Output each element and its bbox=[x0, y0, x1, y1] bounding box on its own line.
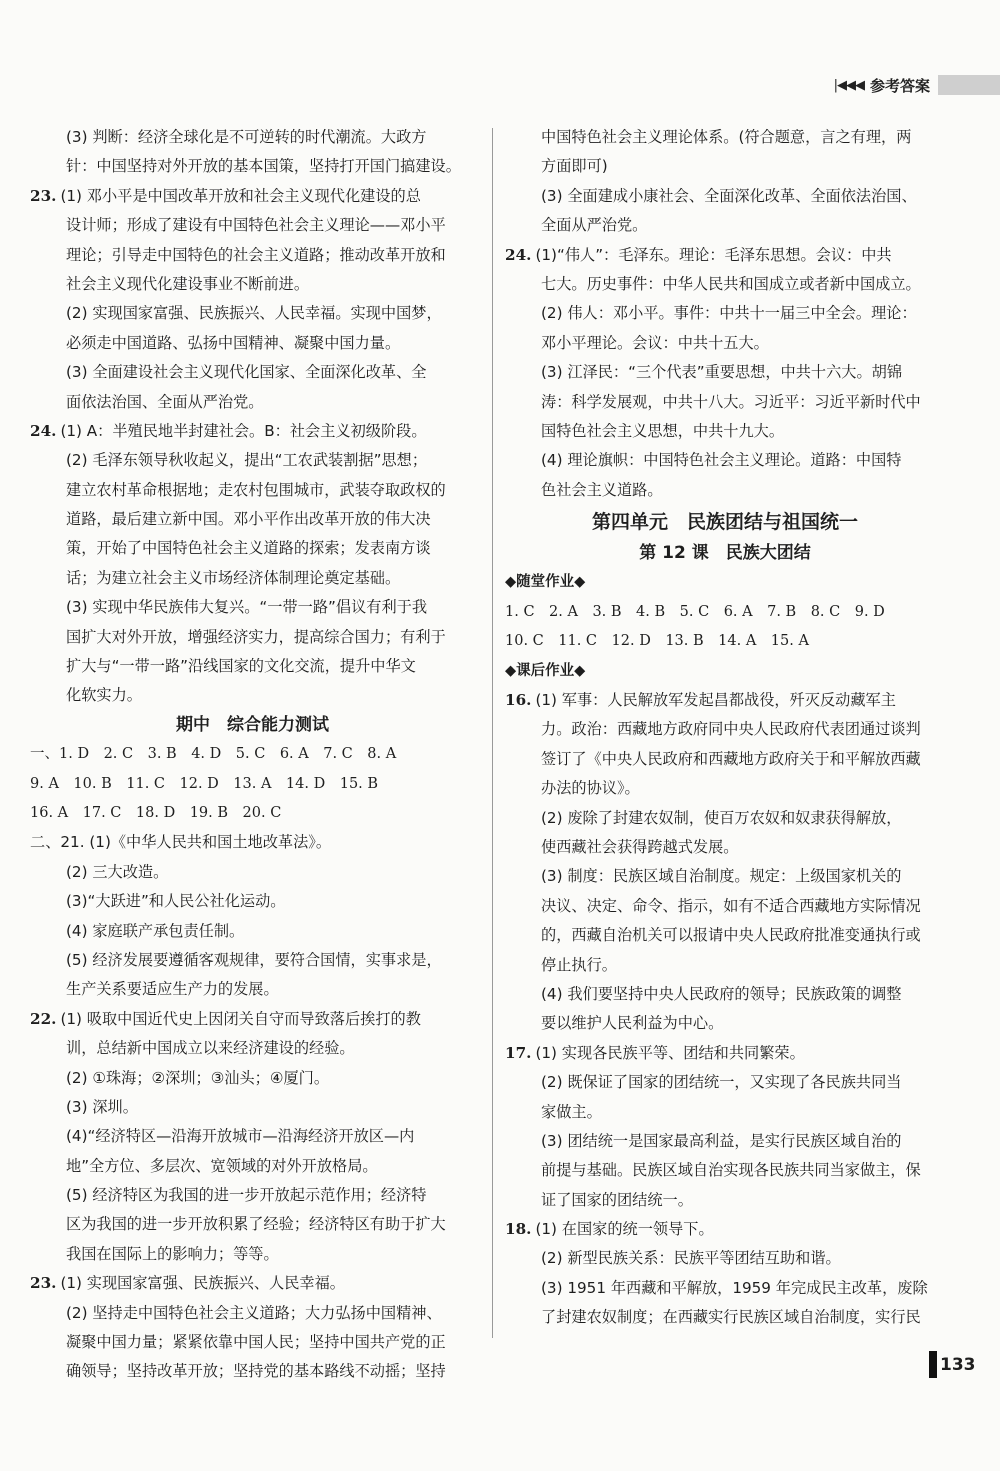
text-line bbox=[30, 417, 475, 446]
text-line bbox=[30, 564, 475, 593]
line-text: 我国在国际上的影响力；等等。 bbox=[66, 1244, 279, 1263]
text-line bbox=[30, 1240, 475, 1269]
text-line bbox=[30, 1357, 475, 1386]
question-number: 16. bbox=[505, 691, 532, 710]
line-text: 色社会主义道路。 bbox=[541, 480, 663, 499]
text-line bbox=[30, 1299, 475, 1328]
text-line bbox=[30, 975, 475, 1004]
line-text: 理论；引导走中国特色的社会主义道路；推动改革开放和 bbox=[66, 245, 446, 264]
line-text: (4) 理论旗帜：中国特色社会主义理论。道路：中国特 bbox=[541, 451, 902, 470]
line-text: (5) 经济发展要遵循客观规律，要符合国情，实事求是， bbox=[66, 950, 442, 969]
line-text: (2) 伟人：邓小平。事件：中共十一届三中全会。理论： bbox=[541, 304, 917, 323]
text-line bbox=[505, 1303, 945, 1332]
text-line bbox=[505, 270, 945, 299]
text-line bbox=[505, 211, 945, 240]
text-line bbox=[30, 505, 475, 534]
header-bar bbox=[938, 75, 1000, 95]
text-line bbox=[505, 627, 945, 656]
line-text: 涛：科学发展观，中共十八大。习近平：习近平新时代中 bbox=[541, 392, 921, 411]
text-line bbox=[505, 505, 945, 539]
text-line bbox=[30, 770, 475, 799]
text-line bbox=[505, 1068, 945, 1097]
question-number: 23. bbox=[30, 1274, 57, 1293]
text-line bbox=[30, 1328, 475, 1357]
header-title: 参考答案 bbox=[869, 76, 930, 95]
line-text: 16. A 17. C 18. D 19. B 20. C bbox=[30, 804, 282, 821]
line-text: (3)“大跃进”和人民公社化运动。 bbox=[66, 892, 286, 911]
text-line bbox=[505, 1009, 945, 1038]
line-text: 要以维护人民利益为中心。 bbox=[541, 1014, 724, 1033]
line-text: 社会主义现代化建设事业不断前进。 bbox=[66, 274, 309, 293]
line-text: 策，开始了中国特色社会主义道路的探索；发表南方谈 bbox=[66, 539, 431, 558]
line-text: (2) 毛泽东领导秋收起义，提出“工农武装割据”思想； bbox=[66, 451, 428, 470]
line-text: 第 12 课 民族大团结 bbox=[639, 543, 811, 564]
line-text: 使西藏社会获得跨越式发展。 bbox=[541, 837, 739, 856]
question-number: 24. bbox=[505, 245, 532, 264]
line-text: (2) ①珠海；②深圳；③汕头；④厦门。 bbox=[66, 1068, 330, 1087]
line-text: (3) 实现中华民族伟大复兴。“一带一路”倡议有利于我 bbox=[66, 598, 428, 617]
line-text: 10. C 11. C 12. D 13. B 14. A 15. A bbox=[505, 633, 809, 650]
line-text: 训，总结新中国成立以来经济建设的经验。 bbox=[66, 1039, 355, 1058]
line-text: (3) 1951 年西藏和平解放，1959 年完成民主改革，废除 bbox=[541, 1278, 928, 1297]
text-line bbox=[30, 182, 475, 211]
line-text: 必须走中国道路、弘扬中国精神、凝聚中国力量。 bbox=[66, 333, 401, 352]
line-text: 邓小平理论。会议：中共十五大。 bbox=[541, 333, 769, 352]
text-line bbox=[505, 862, 945, 891]
text-line bbox=[30, 358, 475, 387]
text-line bbox=[30, 1034, 475, 1063]
text-line bbox=[30, 1064, 475, 1093]
line-text: (1) 邓小平是中国改革开放和社会主义现代化建设的总 bbox=[60, 186, 421, 205]
text-line bbox=[30, 211, 475, 240]
line-text: (5) 经济特区为我国的进一步开放起示范作用；经济特 bbox=[66, 1186, 427, 1205]
text-line bbox=[30, 946, 475, 975]
line-text: 扩大与“一带一路”沿线国家的文化交流，提升中华文 bbox=[66, 657, 416, 676]
line-text: 方面即可) bbox=[541, 157, 608, 176]
question-number: 18. bbox=[505, 1220, 532, 1239]
page-header bbox=[834, 72, 1000, 98]
line-text: (3) 全面建设社会主义现代化国家、全面深化改革、全 bbox=[66, 363, 427, 382]
text-line bbox=[505, 1215, 945, 1244]
page-number-text: 133 bbox=[940, 1354, 976, 1375]
right-column bbox=[505, 123, 945, 1333]
text-line bbox=[30, 828, 475, 857]
text-line bbox=[30, 799, 475, 828]
text-line bbox=[505, 715, 945, 744]
question-number: 22. bbox=[30, 1009, 57, 1028]
left-column bbox=[30, 123, 475, 1387]
text-line bbox=[30, 123, 475, 152]
text-line bbox=[30, 652, 475, 681]
line-text: (2) 实现国家富强、民族振兴、人民幸福。实现中国梦， bbox=[66, 304, 442, 323]
line-text: 签订了《中央人民政府和西藏地方政府关于和平解放西藏 bbox=[541, 749, 921, 768]
text-line bbox=[30, 1005, 475, 1034]
page-number bbox=[929, 1351, 976, 1378]
text-line bbox=[30, 1210, 475, 1239]
text-line bbox=[505, 657, 945, 686]
text-line bbox=[505, 123, 945, 152]
text-line bbox=[505, 152, 945, 181]
line-text: 期中 综合能力测试 bbox=[176, 714, 329, 735]
line-text: (3) 江泽民：“三个代表”重要思想，中共十六大。胡锦 bbox=[541, 363, 903, 382]
text-line bbox=[30, 1269, 475, 1298]
text-line bbox=[505, 774, 945, 803]
line-text: (4) 我们要坚持中央人民政府的领导；民族政策的调整 bbox=[541, 984, 902, 1003]
text-line bbox=[505, 329, 945, 358]
column-divider bbox=[492, 128, 493, 1338]
line-text: (3) 深圳。 bbox=[66, 1097, 138, 1116]
line-text: 一、1. D 2. C 3. B 4. D 5. C 6. A 7. C 8. A bbox=[30, 746, 397, 763]
line-text: (1) 实现各民族平等、团结和共同繁荣。 bbox=[535, 1043, 805, 1062]
line-text: 全面从严治党。 bbox=[541, 216, 648, 235]
line-text: 决议、决定、命令、指示，如有不适合西藏地方实际情况 bbox=[541, 896, 921, 915]
line-text: 9. A 10. B 11. C 12. D 13. A 14. D 15. B bbox=[30, 775, 379, 792]
line-text: 二、21. (1)《中华人民共和国土地改革法》。 bbox=[30, 833, 332, 852]
text-line bbox=[30, 446, 475, 475]
line-text: 家做主。 bbox=[541, 1102, 602, 1121]
text-line bbox=[30, 329, 475, 358]
line-text: 国扩大对外开放，增强经济实力，提高综合国力；有利于 bbox=[66, 627, 446, 646]
text-line bbox=[30, 1181, 475, 1210]
line-text: 面依法治国、全面从严治党。 bbox=[66, 392, 264, 411]
text-line bbox=[505, 446, 945, 475]
line-text: (3) 团结统一是国家最高利益，是实行民族区域自治的 bbox=[541, 1131, 902, 1150]
line-text: (2) 坚持走中国特色社会主义道路；大力弘扬中国精神、 bbox=[66, 1303, 442, 1322]
text-line bbox=[30, 388, 475, 417]
text-line bbox=[30, 1093, 475, 1122]
text-line bbox=[505, 299, 945, 328]
text-line bbox=[505, 833, 945, 862]
line-text: 话；为建立社会主义市场经济体制理论奠定基础。 bbox=[66, 568, 401, 587]
line-text: 区为我国的进一步开放积累了经验；经济特区有助于扩大 bbox=[66, 1215, 446, 1234]
line-text: (3) 制度：民族区域自治制度。规定：上级国家机关的 bbox=[541, 867, 902, 886]
text-line bbox=[30, 887, 475, 916]
line-text: 1. C 2. A 3. B 4. B 5. C 6. A 7. B 8. C 9. D bbox=[505, 603, 885, 620]
line-text: (2) 三大改造。 bbox=[66, 862, 169, 881]
question-number: 17. bbox=[505, 1043, 532, 1062]
line-text: 针：中国坚持对外开放的基本国策，坚持打开国门搞建设。 bbox=[66, 157, 461, 176]
text-line bbox=[505, 358, 945, 387]
line-text: 地”全方位、多层次、宽领域的对外开放格局。 bbox=[66, 1156, 378, 1175]
line-text: 建立农村革命根据地；走农村包围城市，武装夺取政权的 bbox=[66, 480, 446, 499]
text-line bbox=[30, 270, 475, 299]
text-line bbox=[505, 951, 945, 980]
line-text: 国特色社会主义思想，中共十九大。 bbox=[541, 421, 784, 440]
line-text: (4)“经济特区—沿海开放城市—沿海经济开放区—内 bbox=[66, 1127, 415, 1146]
line-text: (1)“伟人”：毛泽东。理论：毛泽东思想。会议：中共 bbox=[535, 245, 892, 264]
text-line bbox=[30, 1152, 475, 1181]
line-text: 生产关系要适应生产力的发展。 bbox=[66, 980, 279, 999]
text-line bbox=[505, 686, 945, 715]
text-line bbox=[505, 804, 945, 833]
text-line bbox=[30, 241, 475, 270]
line-text: (2) 新型民族关系：民族平等团结互助和谐。 bbox=[541, 1249, 841, 1268]
line-text: 化软实力。 bbox=[66, 686, 142, 705]
question-number: 24. bbox=[30, 421, 57, 440]
line-text: 办法的协议》。 bbox=[541, 779, 640, 798]
line-text: 七大。历史事件：中华人民共和国成立或者新中国成立。 bbox=[541, 274, 921, 293]
text-line bbox=[30, 299, 475, 328]
line-text: (1) 军事：人民解放军发起昌都战役，歼灭反动藏军主 bbox=[535, 691, 896, 710]
line-text: 的，西藏自治机关可以报请中央人民政府批准变通执行或 bbox=[541, 926, 921, 945]
line-text: 力。政治：西藏地方政府同中央人民政府代表团通过谈判 bbox=[541, 720, 921, 739]
text-line bbox=[505, 1186, 945, 1215]
line-text: 道路，最后建立新中国。邓小平作出改革开放的伟大决 bbox=[66, 510, 431, 529]
text-line bbox=[505, 417, 945, 446]
line-text: ◆随堂作业◆ bbox=[505, 574, 586, 591]
text-line bbox=[30, 711, 475, 740]
text-line bbox=[505, 241, 945, 270]
text-line bbox=[30, 681, 475, 710]
line-text: 证了国家的团结统一。 bbox=[541, 1190, 693, 1209]
line-text: (2) 既保证了国家的团结统一，又实现了各民族共同当 bbox=[541, 1073, 902, 1092]
line-text: 前提与基础。民族区域自治实现各民族共同当家做主，保 bbox=[541, 1161, 921, 1180]
text-line bbox=[30, 623, 475, 652]
text-line bbox=[30, 1122, 475, 1151]
text-line bbox=[30, 476, 475, 505]
line-text: 凝聚中国力量；紧紧依靠中国人民；坚持中国共产党的正 bbox=[66, 1333, 446, 1352]
line-text: (1) A：半殖民地半封建社会。B：社会主义初级阶段。 bbox=[60, 421, 427, 440]
text-line bbox=[505, 980, 945, 1009]
text-line bbox=[30, 152, 475, 181]
text-line bbox=[505, 892, 945, 921]
line-text: (2) 废除了封建农奴制，使百万农奴和奴隶获得解放， bbox=[541, 808, 902, 827]
line-text: (3) 判断：经济全球化是不可逆转的时代潮流。大政方 bbox=[66, 128, 427, 146]
text-line bbox=[505, 1039, 945, 1068]
text-line bbox=[505, 1127, 945, 1156]
text-line bbox=[505, 1098, 945, 1127]
text-line bbox=[505, 745, 945, 774]
line-text: 确领导；坚持改革开放；坚持党的基本路线不动摇；坚持 bbox=[66, 1362, 446, 1381]
text-line bbox=[30, 593, 475, 622]
text-line bbox=[505, 388, 945, 417]
question-number: 23. bbox=[30, 186, 57, 205]
text-line bbox=[505, 182, 945, 211]
line-text: (3) 全面建成小康社会、全面深化改革、全面依法治国、 bbox=[541, 186, 917, 205]
line-text: 了封建农奴制度；在西藏实行民族区域自治制度，实行民 bbox=[541, 1308, 921, 1327]
line-text: 第四单元 民族团结与祖国统一 bbox=[591, 511, 858, 534]
text-line bbox=[505, 598, 945, 627]
text-line bbox=[505, 1156, 945, 1185]
text-line bbox=[505, 1274, 945, 1303]
text-line bbox=[505, 539, 945, 568]
line-text: (1) 实现国家富强、民族振兴、人民幸福。 bbox=[60, 1274, 345, 1293]
text-line bbox=[505, 921, 945, 950]
text-line bbox=[30, 534, 475, 563]
page-number-marker bbox=[929, 1351, 937, 1378]
line-text: 停止执行。 bbox=[541, 955, 617, 974]
line-text: (1) 吸取中国近代史上因闭关自守而导致落后挨打的教 bbox=[60, 1009, 421, 1028]
line-text: 中国特色社会主义理论体系。(符合题意，言之有理，两 bbox=[541, 128, 912, 146]
line-text: 设计师；形成了建设有中国特色社会主义理论——邓小平 bbox=[66, 216, 446, 235]
text-line bbox=[505, 1244, 945, 1273]
text-line bbox=[505, 476, 945, 505]
line-text: ◆课后作业◆ bbox=[505, 662, 586, 679]
text-line bbox=[30, 858, 475, 887]
arrow-icon: |◀◀◀ bbox=[833, 77, 864, 93]
text-line bbox=[30, 740, 475, 769]
text-line bbox=[30, 917, 475, 946]
line-text: (1) 在国家的统一领导下。 bbox=[535, 1220, 714, 1239]
text-line bbox=[505, 568, 945, 597]
line-text: (4) 家庭联产承包责任制。 bbox=[66, 921, 245, 940]
